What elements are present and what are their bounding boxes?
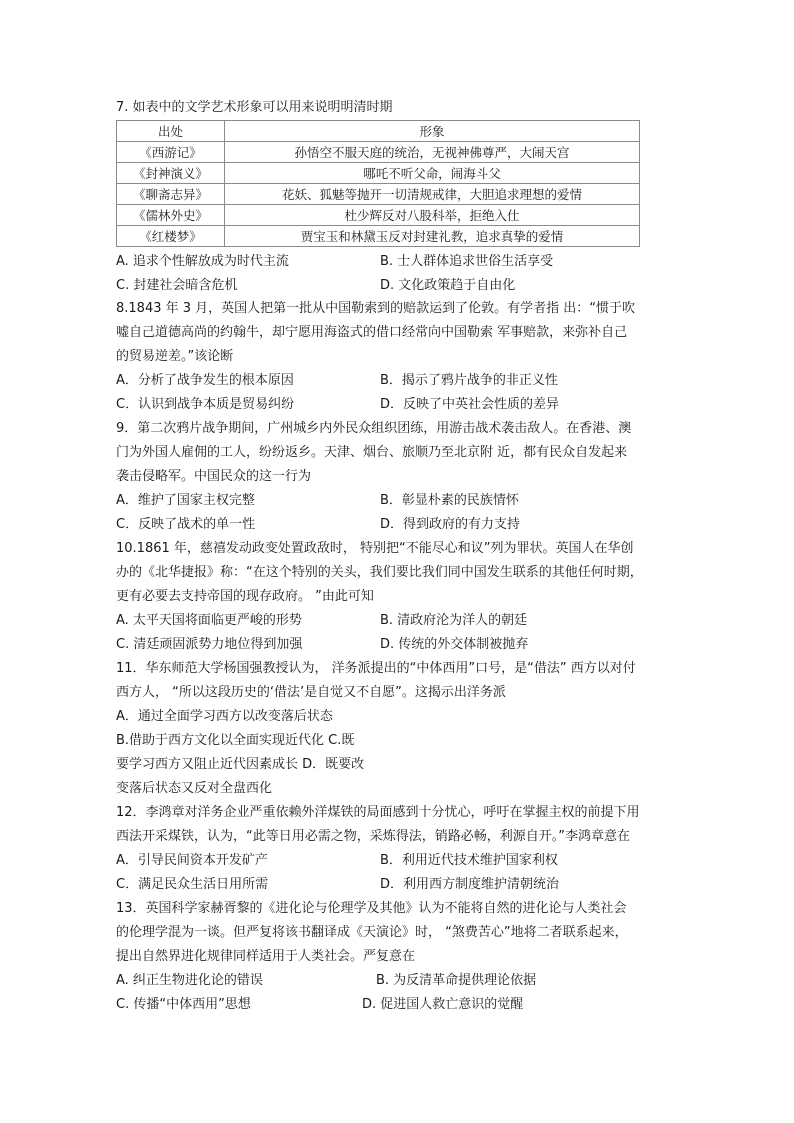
q10-option-b: B. 清政府沦为洋人的朝廷 [380, 613, 528, 628]
q13-line-2: 的伦理学混为一谈。但严复将该书翻译成《天演论》时， “煞费苦心”地将二者联系起来， [116, 925, 628, 940]
q11-line-6: 变落后状态又反对全盘西化 [116, 781, 273, 796]
q10-line-2: 办的《北华捷报》称：“在这个特别的关头，我们要比我们同中国发生联系的其他任何时期， [116, 565, 643, 580]
q13-option-d: D. 促进国人救亡意识的觉醒 [362, 997, 524, 1012]
table-cell-source: 《儒林外史》 [117, 205, 225, 226]
q7-option-b: B. 士人群体追求世俗生活享受 [380, 254, 554, 269]
q10-option-a: A. 太平天国将面临更严峻的形势 [116, 613, 302, 628]
q13-line-3: 提出自然界进化规律同样适用于人类社会。严复意在 [116, 949, 416, 964]
table-row [117, 205, 640, 226]
q9-option-a: A．维护了国家主权完整 [116, 493, 255, 508]
q10-option-d: D. 传统的外交体制被抛弃 [380, 637, 529, 652]
q8-line-2: 嘘自己道德高尚的约翰牛，却宁愿用海盗式的借口经常向中国勒索 军事赔款，来弥补自己 [116, 325, 628, 340]
q11-line-4: B.借助于西方文化以全面实现近代化 C.既 [116, 733, 355, 748]
q8-option-c: C．认识到战争本质是贸易纠纷 [116, 397, 295, 412]
table-cell-image: 贾宝玉和林黛玉反对封建礼教，追求真挚的爱情 [225, 226, 640, 247]
table-cell-image: 花妖、狐魅等抛开一切清规戒律，大胆追求理想的爱情 [225, 184, 640, 205]
q12-option-c: C．满足民众生活日用所需 [116, 877, 269, 892]
table-cell-source: 《聊斋志异》 [117, 184, 225, 205]
q11-line-1: 11．华东师范大学杨国强教授认为， 洋务派提出的“中体西用”口号，是“借法” 西方以对付 [116, 661, 636, 676]
table-header-image: 形象 [225, 121, 640, 142]
table-header-row [117, 121, 640, 142]
q9-line-1: 9．第二次鸦片战争期间，广州城乡内外民众组织团练，用游击战术袭击敌人。在香港、澳 [116, 421, 632, 436]
q7-option-d: D. 文化政策趋于自由化 [380, 278, 516, 293]
table-cell-source: 《西游记》 [117, 142, 225, 163]
q11-line-3: A．通过全面学习西方以改变落后状态 [116, 709, 333, 724]
q7-option-a: A. 追求个性解放成为时代主流 [116, 254, 289, 269]
q9-line-2: 门为外国人雇佣的工人，纷纷返乡。天津、烟台、旅顺乃至北京附 近，都有民众自发起来 [116, 445, 628, 460]
table-cell-image: 哪吒不听父命，闹海斗父 [225, 163, 640, 184]
q10-option-c: C. 清廷顽固派势力地位得到加强 [116, 637, 303, 652]
q13-option-a: A. 纠正生物进化论的错误 [116, 973, 263, 988]
q10-line-1: 10.1861 年，慈禧发动政变处置政敌时， 特别把“不能尽心和议”列为罪状。英国人在华创 [116, 541, 634, 556]
q11-line-5: 要学习西方又阻止近代因素成长 D．既要改 [116, 757, 365, 772]
q8-option-a: A．分析了战争发生的根本原因 [116, 373, 294, 388]
q8-line-3: 的贸易逆差。”该论断 [116, 349, 234, 364]
q8-option-d: D．反映了中英社会性质的差异 [380, 397, 560, 412]
table-cell-image: 孙悟空不服天庭的统治，无视神佛尊严，大闹天宫 [225, 142, 640, 163]
q9-line-3: 袭击侵略军。中国民众的这一行为 [116, 469, 312, 484]
table-cell-source: 《封神演义》 [117, 163, 225, 184]
table-row [117, 184, 640, 205]
q7-table [116, 120, 640, 247]
q10-line-3: 更有必要去支持帝国的现存政府。 ”由此可知 [116, 589, 374, 604]
q8-option-b: B．揭示了鸦片战争的非正义性 [380, 373, 558, 388]
q13-line-1: 13．英国科学家赫胥黎的《进化论与伦理学及其他》认为不能将自然的进化论与人类社会 [116, 901, 627, 916]
q9-option-b: B．彰显朴素的民族情怀 [380, 493, 519, 508]
q12-option-d: D．利用西方制度维护清朝统治 [380, 877, 560, 892]
q7-stem: 7. 如表中的文学艺术形象可以用来说明明清时期 [116, 100, 393, 115]
q12-line-2: 西法开采煤铁，认为，“此等日用必需之物，采炼得法，销路必畅，利源自开。”李鸿章意在 [116, 829, 630, 844]
table-header-source: 出处 [117, 121, 225, 142]
table-row [117, 142, 640, 163]
q13-option-b: B. 为反清革命提供理论依据 [376, 973, 537, 988]
q12-option-b: B．利用近代技术维护国家利权 [380, 853, 558, 868]
table-row [117, 226, 640, 247]
q9-option-c: C．反映了战术的单一性 [116, 517, 256, 532]
table-cell-image: 杜少辉反对八股科举，拒绝入仕 [225, 205, 640, 226]
q13-option-c: C. 传播“中体西用”思想 [116, 997, 251, 1012]
table-cell-source: 《红楼梦》 [117, 226, 225, 247]
table-row [117, 163, 640, 184]
q9-option-d: D．得到政府的有力支持 [380, 517, 521, 532]
q7-option-c: C. 封建社会暗含危机 [116, 278, 238, 293]
q8-line-1: 8.1843 年 3 月，英国人把第一批从中国勒索到的赔款运到了伦敦。有学者指 出：“惯于吹 [116, 301, 636, 316]
q11-line-2: 西方人， “所以这段历史的‘借法’是自觉又不自愿”。这揭示出洋务派 [116, 685, 506, 700]
q12-line-1: 12．李鸿章对洋务企业严重依赖外洋煤铁的局面感到十分忧心，呼吁在掌握主权的前提下用 [116, 805, 640, 820]
q12-option-a: A．引导民间资本开发矿产 [116, 853, 268, 868]
